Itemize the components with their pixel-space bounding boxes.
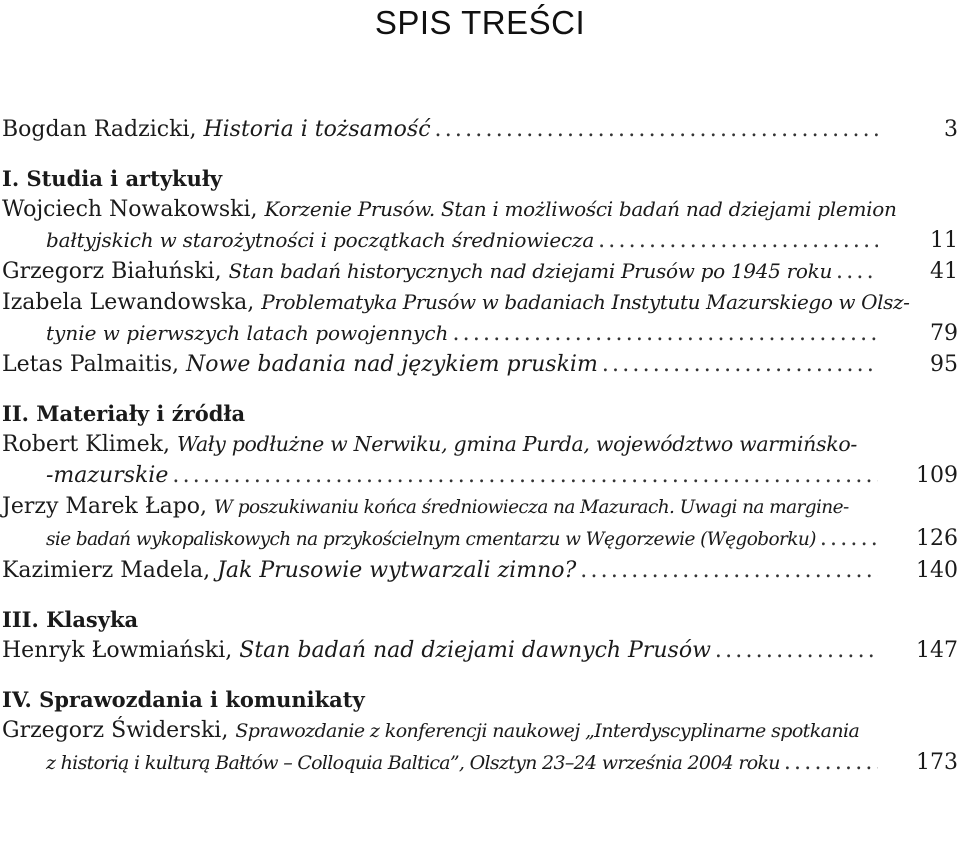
entry-title-line1: Sprawozdanie z konferencji naukowej „Interdyscyplinarne spotkania bbox=[235, 720, 860, 742]
section-heading-3: III. Klasyka bbox=[2, 607, 139, 632]
page-number: 11 bbox=[930, 228, 958, 253]
toc-entry bbox=[0, 256, 960, 287]
page-number: 95 bbox=[930, 352, 958, 377]
toc-entry bbox=[0, 429, 960, 491]
page-title: SPIS TREŚCI bbox=[374, 4, 586, 41]
page-number: 140 bbox=[916, 558, 958, 583]
toc-entry bbox=[0, 555, 960, 586]
entry-title-line2: sie badań wykopaliskowych na przykościelnym cmentarzu w Węgorzewie (Węgoborku) bbox=[46, 529, 816, 550]
leader-dots bbox=[452, 318, 878, 349]
entry-title-line2: tynie w pierwszych latach powojennych bbox=[46, 321, 449, 345]
section-heading-1: I. Studia i artykuły bbox=[2, 166, 223, 191]
leader-dots bbox=[820, 523, 878, 554]
table-of-contents bbox=[0, 114, 960, 779]
entry-title: Jak Prusowie wytwarzali zimno? bbox=[217, 558, 577, 583]
entry-author: Henryk Łowmiański, bbox=[2, 638, 240, 663]
leader-dots bbox=[580, 555, 878, 586]
section-heading-4: IV. Sprawozdania i komunikaty bbox=[2, 687, 365, 712]
entry-title-line1: W poszukiwaniu końca średniowiecza na Mazurach. Uwagi na margine- bbox=[214, 497, 849, 518]
toc-entry bbox=[0, 287, 960, 349]
page-number: 147 bbox=[916, 638, 958, 663]
entry-title: Stan badań nad dziejami dawnych Prusów bbox=[239, 638, 711, 663]
entry-title: Historia i tożsamość bbox=[203, 117, 431, 142]
entry-title: Nowe badania nad językiem pruskim bbox=[186, 352, 598, 377]
entry-title-line1: Korzenie Prusów. Stan i możliwości badań nad dziejami plemion bbox=[264, 197, 897, 221]
entry-title-line1: Wały podłużne w Nerwiku, gmina Purda, województwo warmińsko- bbox=[176, 432, 858, 456]
page-number: 41 bbox=[930, 259, 958, 284]
toc-entry bbox=[0, 349, 960, 380]
section-heading-2: II. Materiały i źródła bbox=[2, 401, 246, 426]
toc-entry bbox=[0, 491, 960, 555]
entry-author: Wojciech Nowakowski, bbox=[2, 197, 265, 222]
page-number: 79 bbox=[930, 321, 958, 346]
toc-entry bbox=[0, 635, 960, 666]
entry-author: Kazimierz Madela, bbox=[2, 558, 218, 583]
entry-author: Grzegorz Białuński, bbox=[2, 259, 229, 284]
entry-author: Grzegorz Świderski, bbox=[2, 718, 236, 743]
page-number: 126 bbox=[916, 526, 958, 551]
entry-author: Letas Palmaitis, bbox=[2, 352, 187, 377]
entry-author: Bogdan Radzicki, bbox=[2, 117, 204, 142]
leader-dots bbox=[836, 256, 878, 287]
toc-entry bbox=[0, 715, 960, 779]
page-number: 109 bbox=[916, 463, 958, 488]
page-number: 173 bbox=[916, 750, 958, 775]
leader-dots bbox=[715, 635, 878, 666]
toc-entry-intro bbox=[0, 114, 960, 145]
entry-author: Jerzy Marek Łapo, bbox=[2, 494, 215, 519]
leader-dots bbox=[598, 225, 878, 256]
entry-title-line2: -mazurskie bbox=[46, 463, 169, 488]
entry-title: Stan badań historycznych nad dziejami Prusów po 1945 roku bbox=[228, 259, 833, 283]
leader-dots bbox=[602, 349, 878, 380]
leader-dots bbox=[784, 747, 878, 778]
leader-dots bbox=[435, 114, 878, 145]
toc-entry bbox=[0, 194, 960, 256]
leader-dots bbox=[172, 460, 878, 491]
entry-author: Robert Klimek, bbox=[2, 432, 177, 457]
entry-author: Izabela Lewandowska, bbox=[2, 290, 262, 315]
entry-title-line2: bałtyjskich w starożytności i początkach średniowiecza bbox=[46, 228, 595, 252]
entry-title-line1: Problematyka Prusów w badaniach Instytutu Mazurskiego w Olsz- bbox=[261, 290, 910, 314]
page-number: 3 bbox=[944, 117, 958, 142]
entry-title-line2: z historią i kulturą Bałtów – Colloquia Baltica”, Olsztyn 23–24 września 2004 roku bbox=[46, 752, 780, 774]
